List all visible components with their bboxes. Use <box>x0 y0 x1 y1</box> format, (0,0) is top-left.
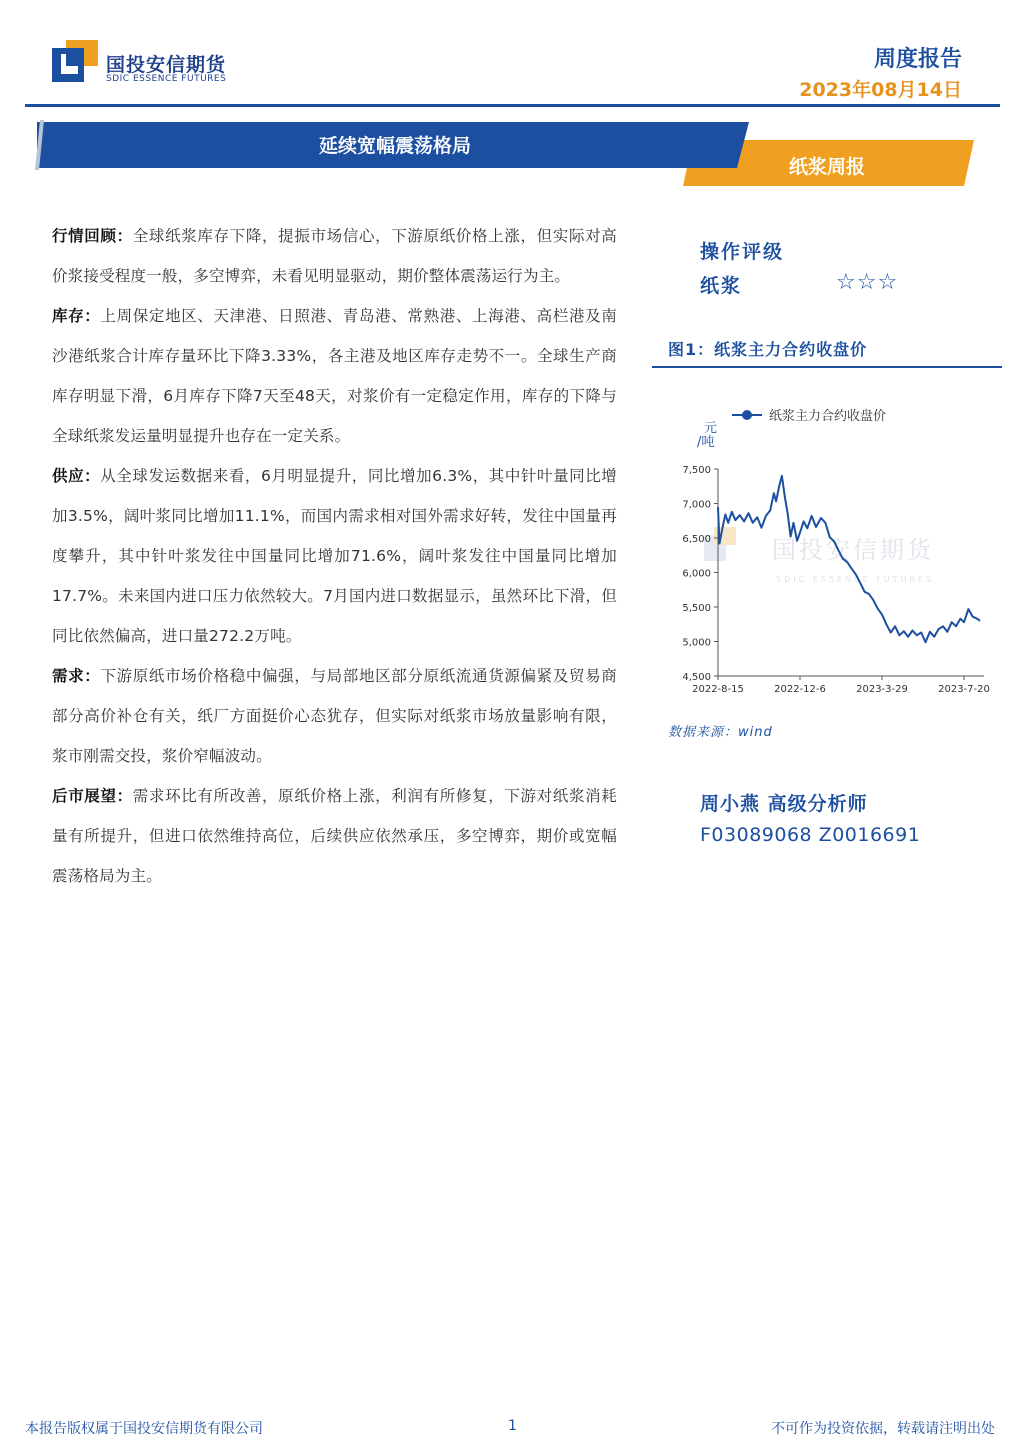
section-text: 需求环比有所改善，原纸价格上涨，利润有所修复，下游对纸浆消耗量有所提升，但进口依然维持高位，后续供应依然承压，多空博弈，期价或宽幅震荡格局为主。 <box>52 787 617 885</box>
rating-title: 操作评级 <box>700 241 785 263</box>
section-lead: 行情回顾： <box>52 227 133 245</box>
section-outlook <box>52 776 617 896</box>
y-tick-label: 5,000 <box>682 637 711 649</box>
x-tick-label: 2023-7-20 <box>938 684 990 695</box>
report-category-tag: 纸浆周报 <box>788 156 865 178</box>
y-tick-label: 7,000 <box>682 499 711 511</box>
y-axis-unit: 元 <box>704 421 718 436</box>
section-lead: 库存： <box>52 307 101 325</box>
section-lead: 供应： <box>52 467 101 485</box>
analyst-name: 周小燕 高级分析师 <box>700 793 868 815</box>
logo-mark-icon <box>52 40 98 84</box>
section-supply <box>52 456 617 656</box>
y-tick-label: 6,500 <box>682 534 711 545</box>
x-tick-label: 2022-8-15 <box>692 684 744 695</box>
page-number: 1 <box>508 1418 517 1434</box>
x-tick-label: 2023-3-29 <box>856 684 908 695</box>
section-market-review <box>52 216 617 296</box>
section-inventory <box>52 296 617 456</box>
data-source: 数据来源：wind <box>668 725 773 740</box>
report-date: 2023年08月14日 <box>799 79 962 101</box>
section-lead: 需求： <box>52 667 101 685</box>
footer-copyright: 本报告版权属于国投安信期货有限公司 <box>25 1421 263 1437</box>
rating-commodity: 纸浆 <box>700 275 743 297</box>
watermark-text-en: SDIC ESSENCE FUTURES <box>776 575 935 584</box>
watermark-mark-icon <box>714 527 736 545</box>
section-lead: 后市展望： <box>52 787 133 805</box>
analyst-license: F03089068 Z0016691 <box>700 824 921 846</box>
legend-label: 纸浆主力合约收盘价 <box>769 409 887 424</box>
main-content <box>52 216 617 896</box>
x-tick-label: 2022-12-6 <box>774 684 826 695</box>
section-text: 从全球发运数据来看，6月明显提升，同比增加6.3%，其中针叶量同比增加3.5%，阔叶浆同比增加11.1%，而国内需求相对国外需求好转，发往中国量再度攀升，其中针叶浆发往中国量同比增加71.6%，阔叶浆发往中国量同比增加17.7%。未来国内进口压力依然较大。7月国内进口数据显示，虽然环比下滑，但同比依然偏高，进口量272.2万吨。 <box>52 467 617 645</box>
report-type: 周度报告 <box>873 47 962 72</box>
section-text: 下游原纸市场价格稳中偏强，与局部地区部分原纸流通货源偏紧及贸易商部分高价补仓有关，纸厂方面挺价心态犹存，但实际对纸浆市场放量影响有限，浆市刚需交投，浆价窄幅波动。 <box>52 667 617 765</box>
section-text: 全球纸浆库存下降，提振市场信心，下游原纸价格上涨，但实际对高价浆接受程度一般，多空博弈，未看见明显驱动，期价整体震荡运行为主。 <box>52 227 617 285</box>
footer-disclaimer: 不可作为投资依据，转载请注明出处 <box>771 1421 995 1437</box>
legend-marker <box>742 410 752 420</box>
rating-stars: ☆☆☆ <box>836 270 899 295</box>
logo-text-en: SDIC ESSENCE FUTURES <box>106 74 227 84</box>
watermark-text-cn: 国投安信期货 <box>772 536 934 564</box>
report-title: 延续宽幅震荡格局 <box>318 135 471 157</box>
y-axis-unit: /吨 <box>697 435 715 450</box>
logo-text-cn: 国投安信期货 <box>106 54 227 76</box>
y-tick-label: 7,500 <box>682 465 711 476</box>
y-tick-label: 5,500 <box>682 603 711 614</box>
y-tick-label: 6,000 <box>682 568 711 580</box>
figure-divider <box>652 366 1002 368</box>
figure-title: 图1：纸浆主力合约收盘价 <box>668 340 868 359</box>
header-divider <box>25 104 1000 107</box>
company-logo <box>52 40 232 90</box>
y-tick-label: 4,500 <box>682 672 711 683</box>
price-chart <box>652 395 1002 705</box>
section-text: 上周保定地区、天津港、日照港、青岛港、常熟港、上海港、高栏港及南沙港纸浆合计库存量环比下降3.33%，各主港及地区库存走势不一。全球生产商库存明显下滑，6月库存下降7天至48天，对浆价有一定稳定作用，库存的下降与全球纸浆发运量明显提升也存在一定关系。 <box>52 307 617 445</box>
section-demand <box>52 656 617 776</box>
